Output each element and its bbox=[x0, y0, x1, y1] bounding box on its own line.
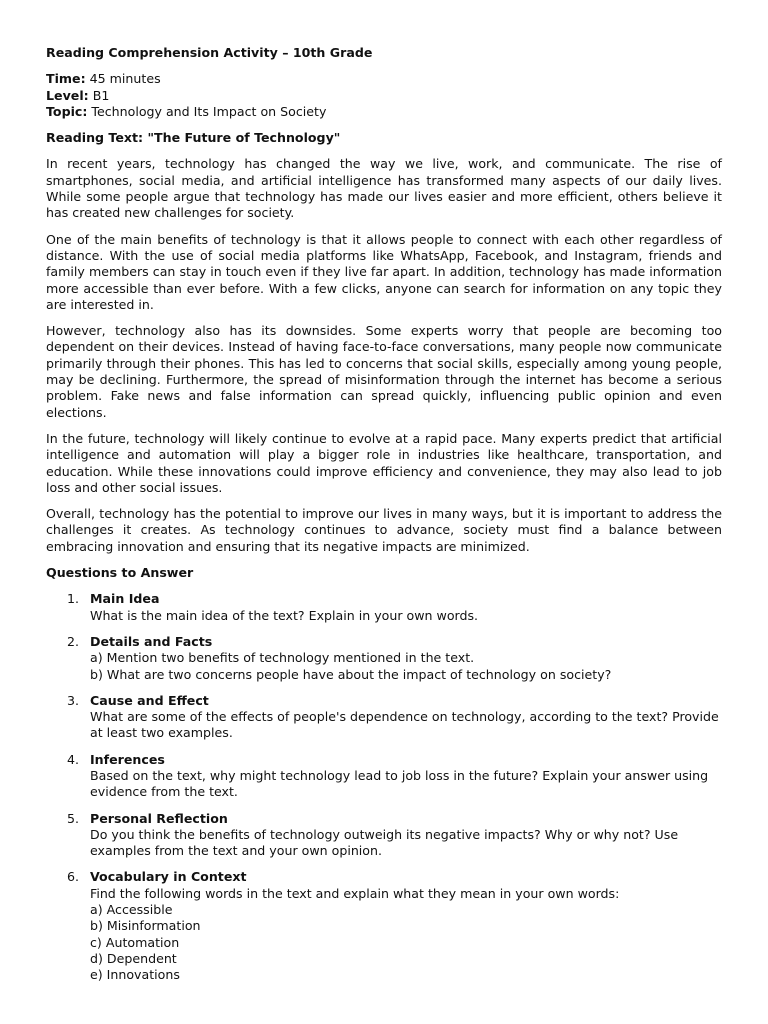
questions-heading: Questions to Answer bbox=[46, 565, 194, 581]
question-item bbox=[46, 752, 722, 801]
question-item bbox=[46, 693, 722, 742]
activity-meta bbox=[46, 71, 722, 120]
question-number: 3. bbox=[67, 692, 80, 708]
question-number: 5. bbox=[67, 810, 80, 826]
vocabulary-word: c) Automation bbox=[90, 934, 180, 950]
question-text: What are some of the effects of people's dependence on technology, according to the text? Provide at least two examples. bbox=[90, 709, 719, 741]
question-title: Inferences bbox=[90, 751, 165, 767]
question-number: 4. bbox=[67, 751, 80, 767]
vocabulary-word: d) Dependent bbox=[90, 950, 177, 966]
question-text: a) Mention two benefits of technology mentioned in the text. bbox=[90, 650, 475, 666]
reading-paragraph: Overall, technology has the potential to improve our lives in many ways, but it is important to address the challenges it creates. As technology continues to advance, society must find a balance between embracing innovation and ensuring that its negative impacts are minimized. bbox=[46, 506, 722, 554]
question-title: Cause and Effect bbox=[90, 692, 209, 708]
question-text: b) What are two concerns people have about the impact of technology on society? bbox=[90, 666, 612, 682]
meta-level-value: B1 bbox=[92, 87, 110, 103]
question-item bbox=[46, 591, 722, 624]
question-title: Main Idea bbox=[90, 591, 160, 607]
meta-level-label: Level: bbox=[46, 87, 89, 103]
meta-topic-value: Technology and Its Impact on Society bbox=[91, 103, 327, 119]
question-number: 1. bbox=[67, 591, 80, 607]
vocabulary-word: a) Accessible bbox=[90, 902, 173, 918]
vocabulary-word: b) Misinformation bbox=[90, 918, 201, 934]
question-title: Personal Reflection bbox=[90, 810, 228, 826]
reading-paragraph: However, technology also has its downsides. Some experts worry that people are becoming too dependent on their devices. Instead of having face-to-face conversations, many people now communicate primarily through their phones. This has led to concerns that social skills, especially among young people, may be declining. Furthermore, the spread of misinformation through the internet has become a serious problem. Fake news and false information can spread quickly, influencing public opinion and even elections. bbox=[46, 323, 722, 420]
meta-time-label: Time: bbox=[46, 71, 86, 87]
reading-text-title: Reading Text: "The Future of Technology" bbox=[46, 130, 341, 146]
question-item bbox=[46, 634, 722, 683]
question-text: Based on the text, why might technology lead to job loss in the future? Explain your answer using evidence from the text. bbox=[90, 767, 709, 800]
question-item bbox=[46, 811, 722, 860]
meta-time bbox=[46, 71, 722, 87]
question-number: 6. bbox=[67, 869, 80, 885]
reading-paragraph: In the future, technology will likely continue to evolve at a rapid pace. Many experts predict that artificial intelligence and automation will play a bigger role in industries like healthcare, transportation, and education. While these innovations could improve efficiency and convenience, they may also lead to job loss and other social issues. bbox=[46, 430, 722, 495]
document-title: Reading Comprehension Activity – 10th Grade bbox=[46, 45, 373, 60]
questions-list bbox=[46, 591, 722, 983]
meta-topic-label: Topic: bbox=[46, 103, 88, 119]
question-item bbox=[46, 869, 722, 983]
question-text: Find the following words in the text and explain what they mean in your own words: bbox=[90, 885, 620, 901]
reading-paragraph: One of the main benefits of technology is that it allows people to connect with each other regardless of distance. With the use of social media platforms like WhatsApp, Facebook, and Instagram, friends and family members can stay in touch even if they live far apart. In addition, technology has made information more accessible than ever before. With a few clicks, anyone can search for information on any topic they are interested in. bbox=[46, 231, 722, 312]
reading-paragraph: In recent years, technology has changed the way we live, work, and communicate. The rise of smartphones, social media, and artificial intelligence has transformed many aspects of our daily lives. While some people argue that technology has made our lives easier and more efficient, others believe it has created new challenges for society. bbox=[46, 156, 722, 221]
meta-time-value: 45 minutes bbox=[89, 71, 161, 87]
meta-level bbox=[46, 88, 722, 104]
vocabulary-word: e) Innovations bbox=[90, 967, 180, 983]
question-title: Vocabulary in Context bbox=[90, 869, 247, 885]
question-title: Details and Facts bbox=[90, 633, 213, 649]
question-text: Do you think the benefits of technology outweigh its negative impacts? Why or why not? Use examples from the text and your own opinion. bbox=[90, 826, 679, 859]
question-number: 2. bbox=[67, 633, 80, 649]
meta-topic bbox=[46, 104, 722, 120]
question-text: What is the main idea of the text? Explain in your own words. bbox=[90, 607, 479, 623]
